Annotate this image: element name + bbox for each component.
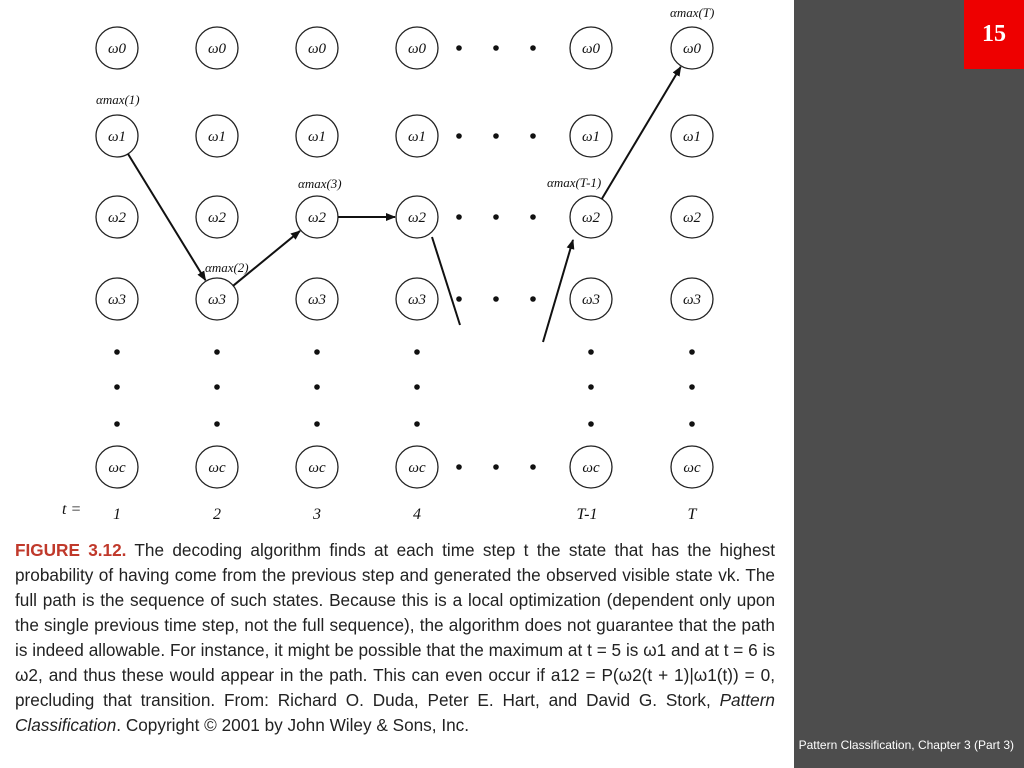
ellipsis-dot <box>493 214 499 220</box>
ellipsis-dot <box>114 349 120 355</box>
ellipsis-dot <box>530 133 536 139</box>
alpha-max-label: αmax(3) <box>298 176 342 191</box>
alpha-max-label: αmax(1) <box>96 92 140 107</box>
alpha-max-label: αmax(T-1) <box>547 175 602 190</box>
ellipsis-dot <box>414 349 420 355</box>
ellipsis-dot <box>314 421 320 427</box>
state-label: ω3 <box>307 292 327 308</box>
ellipsis-dot <box>588 421 594 427</box>
time-step-label: 4 <box>413 506 421 523</box>
figure-caption <box>15 538 775 738</box>
ellipsis-dot <box>689 349 695 355</box>
slide-footer <box>794 738 1014 752</box>
time-step-label: 2 <box>213 506 221 523</box>
state-label: ωc <box>108 460 126 476</box>
state-label: ω0 <box>207 41 227 57</box>
time-axis-label: t = <box>62 501 82 518</box>
ellipsis-dot <box>114 384 120 390</box>
ellipsis-dot <box>114 421 120 427</box>
figure-label: FIGURE 3.12. <box>15 540 127 560</box>
state-label: ω3 <box>107 292 127 308</box>
ellipsis-dot <box>214 421 220 427</box>
ellipsis-dot <box>414 421 420 427</box>
alpha-max-label: αmax(T) <box>670 5 715 20</box>
ellipsis-dot <box>689 384 695 390</box>
book-title: Pattern Classification <box>15 690 775 735</box>
ellipsis-dot <box>314 384 320 390</box>
state-label: ω1 <box>407 129 427 145</box>
ellipsis-dot <box>530 296 536 302</box>
ellipsis-dot <box>588 384 594 390</box>
path-arrow <box>128 154 206 280</box>
state-label: ω3 <box>682 292 702 308</box>
state-label: ω1 <box>682 129 702 145</box>
ellipsis-dot <box>530 464 536 470</box>
ellipsis-dot <box>414 384 420 390</box>
caption-body: The decoding algorithm finds at each time step t the state that has the highest probability of having come from the previous step and generated the observed visible state vk. The full path is the sequence of such states. Because this is a local optimization (dependent only upon the single previous time step, not the full sequence), the algorithm does not guarantee that the path is indeed allowable. For instance, it might be possible that the maximum at t = 5 is ω1 and at t = 6 is ω2, and thus these would appear in the path. This can even occur if a12 = P(ω2(t + 1)|ω1(t)) = 0, precluding that transition. From: Richard O. Duda, Peter E. Hart, and David G. Stork, <box>15 540 775 710</box>
state-label: ω3 <box>207 292 227 308</box>
ellipsis-dot <box>314 349 320 355</box>
ellipsis-dot <box>456 464 462 470</box>
state-label: ω3 <box>581 292 601 308</box>
state-label: ωc <box>308 460 326 476</box>
path-arrow <box>602 67 681 199</box>
ellipsis-dot <box>456 133 462 139</box>
time-step-label: 1 <box>113 506 121 523</box>
ellipsis-dot <box>214 349 220 355</box>
ellipsis-dot <box>689 421 695 427</box>
state-label: ωc <box>408 460 426 476</box>
path-arrow <box>233 231 300 286</box>
state-label: ω1 <box>581 129 601 145</box>
ellipsis-dot <box>530 214 536 220</box>
ellipsis-dot <box>493 45 499 51</box>
alpha-max-label: αmax(2) <box>205 260 249 275</box>
state-label: ω2 <box>107 210 127 226</box>
state-label: ω2 <box>407 210 427 226</box>
caption-paragraph <box>15 538 775 738</box>
state-label: ω1 <box>307 129 327 145</box>
path-continuation <box>432 237 460 325</box>
page-number-badge: 15 <box>964 0 1024 69</box>
time-step-label: T-1 <box>576 506 598 523</box>
ellipsis-dot <box>493 296 499 302</box>
footer-label: Pattern Classification, Chapter 3 (Part 3) <box>798 738 1014 752</box>
ellipsis-dot <box>493 464 499 470</box>
ellipsis-dot <box>456 45 462 51</box>
trellis-group <box>62 5 714 523</box>
state-label: ω3 <box>407 292 427 308</box>
state-label: ω0 <box>407 41 427 57</box>
state-label: ω0 <box>682 41 702 57</box>
state-label: ωc <box>208 460 226 476</box>
time-step-label: T <box>687 506 697 523</box>
time-step-label: 3 <box>313 506 321 523</box>
state-label: ω2 <box>682 210 702 226</box>
path-arrow <box>543 240 573 342</box>
state-label: ω1 <box>207 129 227 145</box>
ellipsis-dot <box>588 349 594 355</box>
state-label: ωc <box>683 460 701 476</box>
state-label: ω2 <box>207 210 227 226</box>
state-label: ω1 <box>107 129 127 145</box>
state-label: ω0 <box>307 41 327 57</box>
ellipsis-dot <box>214 384 220 390</box>
ellipsis-dot <box>456 296 462 302</box>
ellipsis-dot <box>456 214 462 220</box>
state-label: ω2 <box>581 210 601 226</box>
state-label: ω0 <box>581 41 601 57</box>
ellipsis-dot <box>493 133 499 139</box>
state-label: ω2 <box>307 210 327 226</box>
state-label: ωc <box>582 460 600 476</box>
ellipsis-dot <box>530 45 536 51</box>
state-label: ω0 <box>107 41 127 57</box>
copyright-text: . Copyright © 2001 by John Wiley & Sons, Inc. <box>116 715 470 735</box>
